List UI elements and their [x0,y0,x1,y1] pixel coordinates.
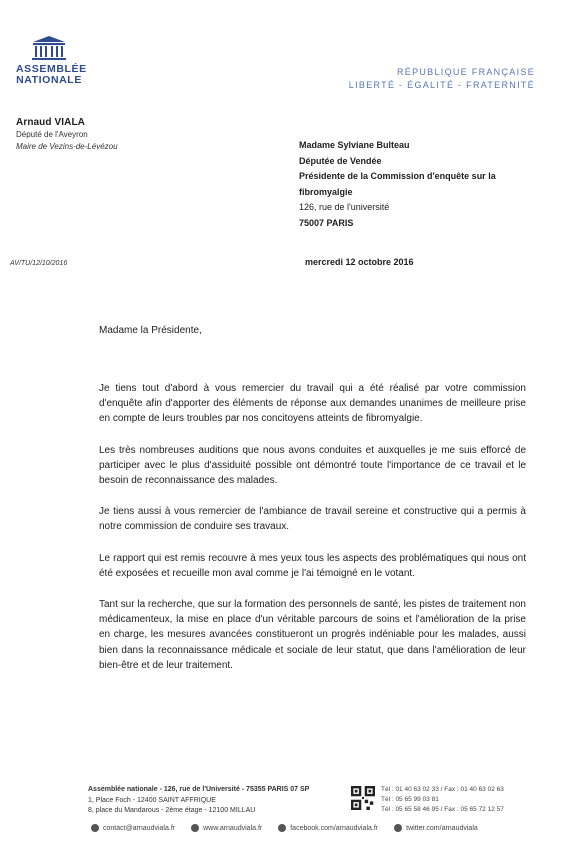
recipient-block [299,138,496,231]
footer-website-text: www.arnaudviala.fr [203,824,263,832]
recipient-name: Madame Sylviane Bulteau [299,140,410,150]
footer-address-saint-affrique: 1, Place Foch - 12400 SAINT AFFRIQUE [88,796,216,804]
footer-phone-paris: Tél : 01 40 63 02 33 / Fax : 01 40 63 02 63 [381,786,504,793]
footer-twitter[interactable] [394,824,478,832]
sender-name: Arnaud VIALA [16,117,85,128]
letter-body [99,381,526,689]
recipient-role-cont: fibromyalgie [299,186,353,197]
recipient-street: 126, rue de l'université [299,202,390,212]
footer-address-paris: Assemblée nationale - 126, rue de l'Université - 75355 PARIS 07 SP [88,786,310,793]
letter-reference: AV/TU/12/10/2016 [10,260,68,267]
sender-block [16,117,118,153]
facebook-icon [278,824,286,832]
footer-twitter-text: twitter.com/arnaudviala [406,824,478,832]
footer-phone-saint-affrique: Tél : 05 65 99 03 81 [381,796,439,803]
salutation: Madame la Présidente, [99,325,202,336]
footer-addresses [88,785,309,817]
footer-website[interactable] [191,824,262,832]
footer-phone-millau: Tél : 05 65 58 46 95 / Fax : 05 65 72 12 57 [381,806,504,813]
sender-role-mayor: Maire de Vezins-de-Lévézou [16,142,118,151]
globe-icon [191,824,199,832]
recipient-role: Présidente de la Commission d'enquête sur la [299,171,496,181]
body-paragraph-1: Je tiens tout d'abord à vous remercier du travail qui a été réalisé par votre commission d'enquête afin d'apporter des éléments de réponse aux demandes unanimes de meilleure prise en compte de leurs troubles par nos concitoyens atteints de fibromyalgie. [99,383,526,425]
republic-header [349,66,535,92]
logo-line-1: ASSEMBLÉE [16,63,87,75]
twitter-icon [394,824,402,832]
qr-code-icon [351,786,375,810]
footer-phones [381,785,504,815]
recipient-title: Députée de Vendée [299,155,382,166]
footer-facebook-text: facebook.com/arnaudviala.fr [290,824,379,832]
logo-line-2: NATIONALE [16,74,82,86]
sender-role-deputy: Député de l'Aveyron [16,130,88,139]
body-paragraph-5: Tant sur la recherche, que sur la formation des personnels de santé, les pistes de traitement non médicamenteux, la mise en place d'un véritable parcours de soins et l'amélioration de la prise en charge, les mesures avancées constitueront un progrès indéniable pour les malades, aussi bien dans la reconnaissance médicale et sociale de leur statut, que dans l'amélioration de leur bien-être et de leur traitement. [99,599,526,671]
body-paragraph-2: Les très nombreuses auditions que nous avons conduites et auxquelles je me suis efforcé de participer avec le plus d'assiduité possible ont démontré toute l'importance de ce travail et le besoin de reconnaissance des malades. [99,444,526,487]
footer-facebook[interactable] [278,824,378,832]
republic-motto: LIBERTÉ - ÉGALITÉ - FRATERNITÉ [348,80,535,90]
body-paragraph-4: Le rapport qui est remis recouvre à mes yeux tous les aspects des problématiques qui nous ont été exposées et recueille mon aval comme je l'ai témoigné en le votant. [99,552,526,579]
recipient-city: 75007 PARIS [299,217,354,228]
assemblee-nationale-logo [16,34,87,86]
letter-date: mercredi 12 octobre 2016 [305,257,414,267]
parliament-building-icon [29,34,69,62]
footer-email[interactable] [91,824,175,832]
body-paragraph-3: Je tiens aussi à vous remercier de l'ambiance de travail sereine et constructive qui a permis à notre commission de conduire ses travaux. [99,506,526,533]
footer-email-text: contact@arnaudviala.fr [103,824,176,832]
republic-title: RÉPUBLIQUE FRANÇAISE [396,67,535,77]
email-icon [91,824,99,832]
footer-address-millau: 8, place du Mandarous - 2ème étage - 12100 MILLAU [88,807,256,814]
footer-contact-bar [91,824,531,832]
